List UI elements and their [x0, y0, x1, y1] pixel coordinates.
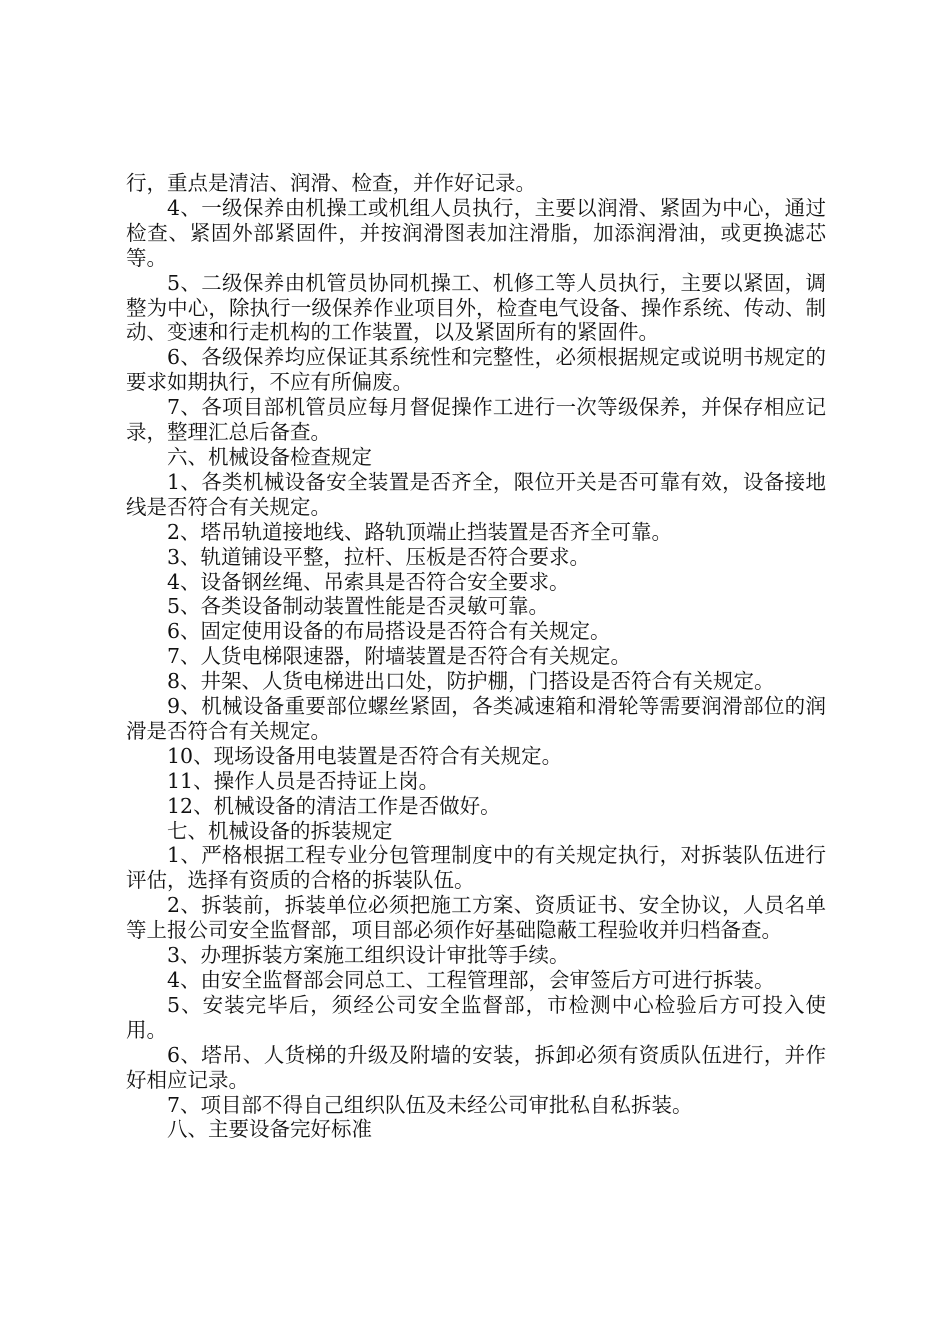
section-heading-6: 六、机械设备检查规定 — [167, 444, 372, 469]
paragraph-inspection-3: 3、轨道铺设平整，拉杆、压板是否符合要求。 — [167, 544, 591, 569]
paragraph-assembly-1: 1、严格根据工程专业分包管理制度中的有关规定执行，对拆装队伍进行评估，选择有资质的合格的拆装队伍。 — [126, 843, 826, 893]
paragraph-inspection-7: 7、人货电梯限速器，附墙装置是否符合有关规定。 — [167, 644, 632, 669]
paragraph-maintenance-7: 7、各项目部机管员应每月督促操作工进行一次等级保养，并保存相应记录，整理汇总后备查。 — [126, 395, 826, 445]
section-heading-8: 八、主要设备完好标准 — [167, 1117, 372, 1142]
paragraph-assembly-4: 4、由安全监督部会同总工、工程管理部，会审签后方可进行拆装。 — [167, 968, 775, 992]
paragraph-inspection-10: 10、现场设备用电装置是否符合有关规定。 — [167, 743, 563, 768]
section-heading-7: 七、机械设备的拆装规定 — [167, 818, 393, 843]
paragraph-assembly-2: 2、拆装前，拆装单位必须把施工方案、资质证书、安全协议，人员名单等上报公司安全监督部，项目部必须作好基础隐蔽工程验收并归档备查。 — [126, 893, 826, 943]
paragraph-continuation: 行，重点是清洁、润滑、检查，并作好记录。 — [126, 171, 536, 195]
paragraph-inspection-2: 2、塔吊轨道接地线、路轨顶端止挡装置是否齐全可靠。 — [167, 519, 673, 544]
paragraph-assembly-7: 7、项目部不得自己组织队伍及未经公司审批私自私拆装。 — [167, 1092, 693, 1117]
paragraph-inspection-12: 12、机械设备的清洁工作是否做好。 — [167, 793, 501, 818]
document-body — [126, 171, 826, 1142]
paragraph-assembly-3: 3、办理拆装方案施工组织设计审批等手续。 — [167, 943, 570, 968]
paragraph-assembly-5: 5、安装完毕后，须经公司安全监督部，市检测中心检验后方可投入使用。 — [126, 992, 826, 1042]
paragraph-inspection-6: 6、固定使用设备的布局搭设是否符合有关规定。 — [167, 619, 611, 644]
paragraph-inspection-8: 8、井架、人货电梯进出口处，防护棚，门搭设是否符合有关规定。 — [167, 669, 775, 694]
paragraph-maintenance-5: 5、二级保养由机管员协同机操工、机修工等人员执行，主要以紧固，调整为中心，除执行一级保养作业项目外，检查电气设备、操作系统、传动、制动、变速和行走机构的工作装置，以及紧固所有的紧固件。 — [126, 270, 826, 345]
paragraph-inspection-5: 5、各类设备制动装置性能是否灵敏可靠。 — [167, 594, 550, 619]
paragraph-maintenance-4: 4、一级保养由机操工或机组人员执行，主要以润滑、紧固为中心，通过检查、紧固外部紧固件，并按润滑图表加注滑脂，加添润滑油，或更换滤芯等。 — [126, 195, 826, 270]
paragraph-inspection-4: 4、设备钢丝绳、吊索具是否符合安全要求。 — [167, 569, 570, 594]
paragraph-assembly-6: 6、塔吊、人货梯的升级及附墙的安装，拆卸必须有资质队伍进行，并作好相应记录。 — [126, 1042, 826, 1092]
paragraph-inspection-9: 9、机械设备重要部位螺丝紧固，各类减速箱和滑轮等需要润滑部位的润滑是否符合有关规定。 — [126, 694, 826, 743]
paragraph-maintenance-6: 6、各级保养均应保证其系统性和完整性，必须根据规定或说明书规定的要求如期执行，不应有所偏废。 — [126, 345, 826, 395]
paragraph-inspection-11: 11、操作人员是否持证上岗。 — [167, 768, 440, 793]
paragraph-inspection-1: 1、各类机械设备安全装置是否齐全，限位开关是否可靠有效，设备接地线是否符合有关规定。 — [126, 469, 826, 519]
